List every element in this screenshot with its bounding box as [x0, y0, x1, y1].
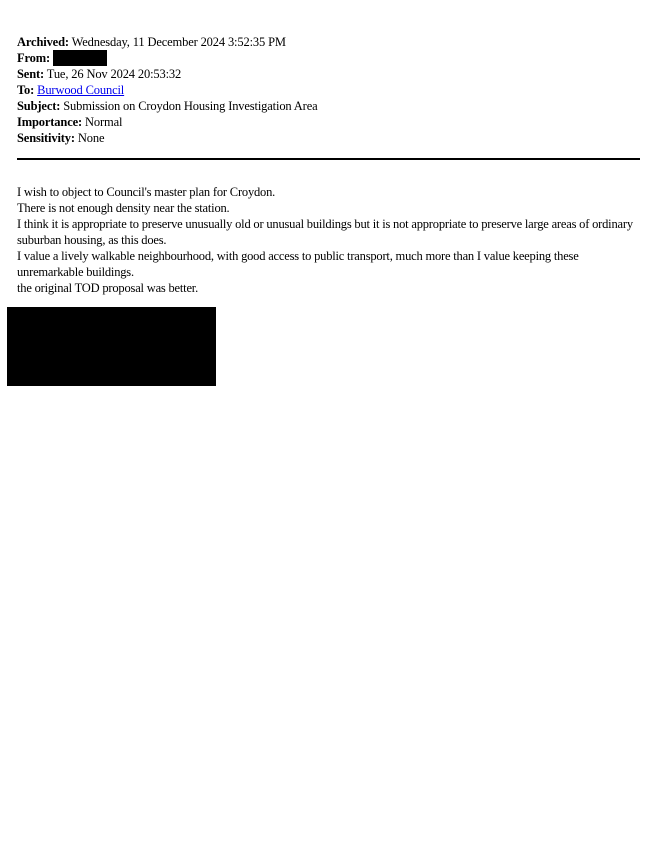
body-line: I think it is appropriate to preserve unusually old or unusual buildings but it is not appropriate to preserve large areas of ordinary suburban housing, as this does. — [17, 217, 633, 247]
importance-value: Normal — [85, 115, 123, 129]
sent-value: Tue, 26 Nov 2024 20:53:32 — [46, 67, 182, 81]
subject-row — [17, 98, 639, 114]
sensitivity-row — [17, 130, 639, 146]
body-line: I value a lively walkable neighbourhood, with good access to public transport, much more than I value keeping these unremarkable buildings. — [17, 249, 579, 279]
body-line: I wish to object to Council's master plan for Croydon. — [17, 185, 276, 199]
importance-label: Importance: — [17, 115, 83, 129]
to-row — [17, 82, 639, 98]
header-divider — [17, 158, 640, 160]
sent-row — [17, 66, 639, 82]
signature-redaction — [7, 307, 216, 386]
archived-label: Archived: — [17, 35, 69, 49]
sent-label: Sent: — [17, 67, 45, 81]
body-line: the original TOD proposal was better. — [17, 281, 198, 295]
from-label: From: — [17, 51, 51, 65]
email-header — [17, 34, 639, 146]
to-recipient-link[interactable]: Burwood Council — [37, 83, 125, 97]
importance-row — [17, 114, 639, 130]
subject-label: Subject: — [17, 99, 61, 113]
from-redaction — [53, 50, 107, 66]
sensitivity-label: Sensitivity: — [17, 131, 75, 145]
from-row — [17, 50, 639, 66]
body-line: There is not enough density near the station. — [17, 201, 230, 215]
to-label: To: — [17, 83, 35, 97]
archived-row — [17, 34, 639, 50]
sensitivity-value: None — [77, 131, 105, 145]
email-body — [17, 184, 647, 296]
subject-value: Submission on Croydon Housing Investigation Area — [63, 99, 318, 113]
archived-value: Wednesday, 11 December 2024 3:52:35 PM — [71, 35, 286, 49]
